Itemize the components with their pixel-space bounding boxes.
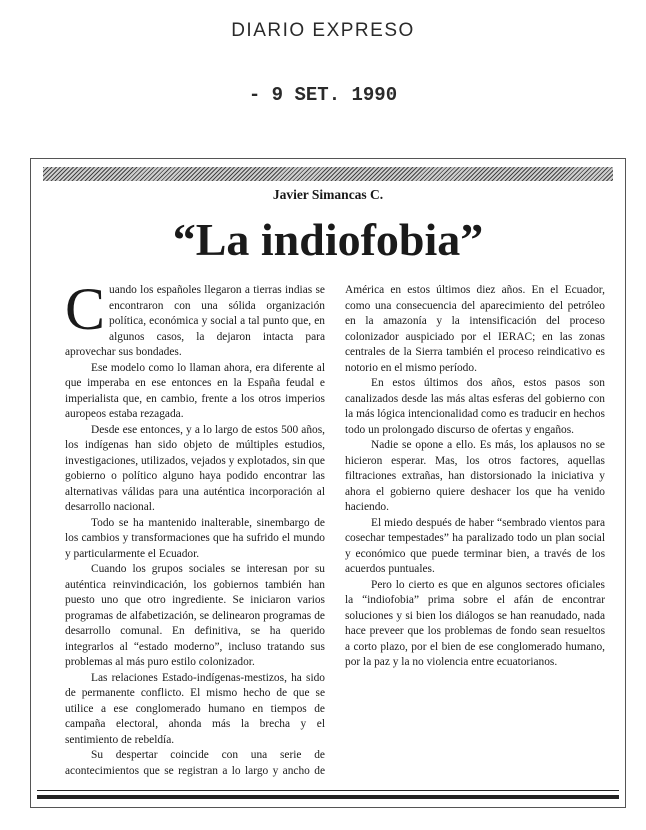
paragraph: Su despertar coincide con una serie de acontecimientos que se registran a lo largo y ancho de América en estos últimos diez años. En el Ecuador, como una consecuencia del aparecimiento del petróleo en la amazonía y la intensificación del proceso colonizador auspiciado por el IERAC; en las zonas centrales de la Sierra también el proceso reindicativo es notorio en el mismo período. [65,284,605,777]
paragraph: En estos últimos dos años, estos pasos son canalizados desde las más altas esferas del gobierno con la más lógica intencionalidad como es traducir en hechos todo un prolongado discurso de ofertas y engaños. [345,377,605,436]
paragraph: Todo se ha mantenido inalterable, sinembargo de los cambios y transformaciones que ha sufrido el mundo y particularmente el Ecuador. [65,516,325,560]
article-clipping [30,158,626,808]
paragraph: Nadie se opone a ello. Es más, los aplausos no se hicieron esperar. Mas, los otros factores, aquellas filtraciones extrañas, han distorsionado la iniciativa y ahora el gobierno quiere deshacer los que ha venido haciendo. [345,439,605,513]
paragraph [65,276,325,361]
paragraph: El miedo después de haber “sembrado vientos para cosechar tempestades” ha paralizado todo un plan social y económico que puede terminar bien, a través de los acuerdos puntuales. [345,516,605,575]
divider [37,795,619,799]
paragraph: Desde ese entonces, y a lo largo de estos 500 años, los indígenas han sido objeto de múltiples estudios, investigaciones, utilizados, vejados y explotados, sin que gobierno o político alguno haya podido encontrar las alternativas válidas para una auténtica incorporación al desarrollo nacional. [65,423,325,513]
paragraph: Ese modelo como lo llaman ahora, era diferente al que imperaba en ese entonces en la España feudal e imperialista que, en cambio, frente a los otros imperios auropeos estaba rezagada. [65,361,325,420]
article-headline: “La indiofobia” [172,214,484,265]
date-stamp: - 9 SET. 1990 [248,84,398,106]
drop-cap: C [65,276,106,342]
newspaper-name: DIARIO EXPRESO [231,20,415,41]
paragraph: Cuando los grupos sociales se interesan por su auténtica reinvindicación, los gobiernos también han puesto uno que otro ingrediente. Se iniciaron varios programas de alfabetización, se delinearon programas de desarrollo comunal. En definitiva, se ha querido integrarlos al “estado moderno”, incluso tratando sus problemas al más puro estilo colonizador. [65,563,325,668]
article-body [65,276,605,783]
article-byline: Javier Simancas C. [272,187,384,202]
paragraph-text: uando los españoles llegaron a tierras indias se encontraron con una sólida organización política, económica y social a tal punto que, en algunos casos, la dejaron intacta para aprovechar sus bondades. [65,284,325,358]
divider [37,790,619,791]
decorative-band [43,167,613,181]
paragraph: Las relaciones Estado-indígenas-mestizos, ha sido de permanente conflicto. El mismo hecho de que se utilice a ese conglomerado humano en tiempos de campaña electoral, ahonda más la brecha y el sentimiento de rebeldía. [65,671,325,746]
paragraph: Pero lo cierto es que en algunos sectores oficiales la “indiofobia” prima sobre el afán de encontrar soluciones y si bien los diálogos se han reanudado, nada hace preveer que los problemas de fondo sean resueltos a corto plazo, por el bien de ese conglomerado humano, por la paz y la no violencia entre ecuatorianos. [345,578,605,668]
